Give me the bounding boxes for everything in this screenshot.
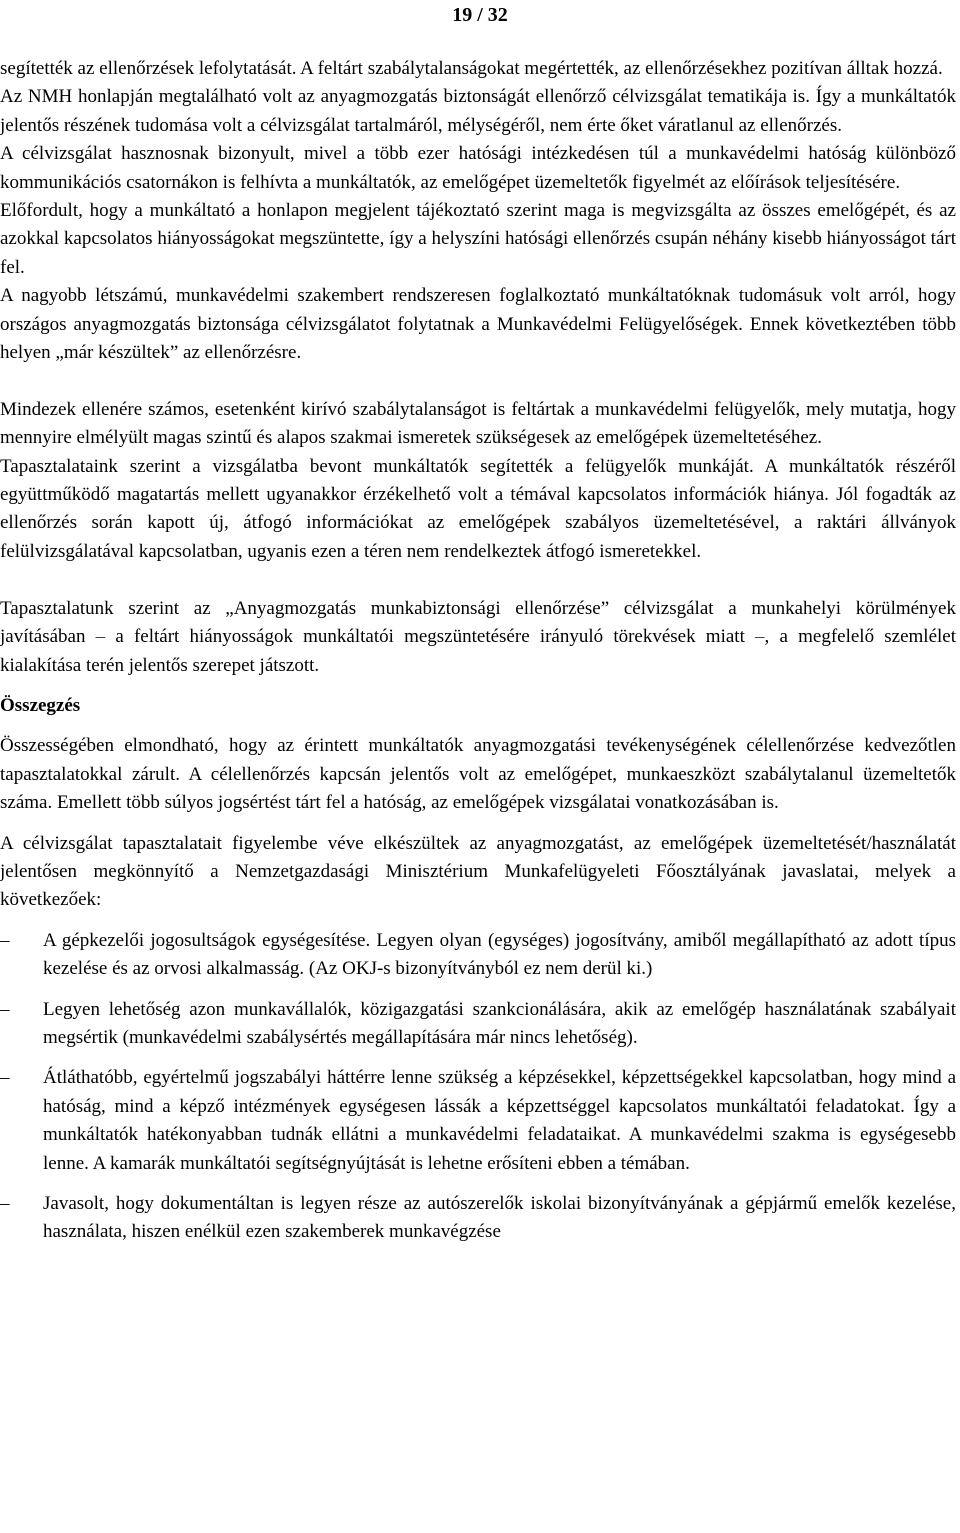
paragraph-8-part-3: , a megfelelő szemlélet kialakítása terén jelentős szerepet játszott. (0, 626, 956, 676)
paragraph-4: Előfordult, hogy a munkáltató a honlapon megjelent tájékoztató szerint maga is megvizsgálta az összes emelőgépét, és az azokkal kapcsolatos hiányosságokat megszüntette, így a helyszíni hatósági ellenőrzés csupán néhány kisebb hiányosságot tárt fel. (0, 200, 956, 278)
dash-bullet-icon: – (0, 1067, 10, 1089)
document-body (0, 55, 956, 1247)
paragraph-6: Mindezek ellenére számos, esetenként kirívó szabálytalanságot is feltártak a munkavédelmi felügyelők, mely mutatja, hogy mennyire elmélyült magas szintű és alapos szakmai ismeretek szükségesek az emelőgépek üzemeltetéséhez. (0, 398, 956, 449)
list-item-text: A gépkezelői jogosultságok egységesítése. Legyen olyan (egységes) jogosítvány, amiből megállapítható az adott típus kezelése és az orvosi alkalmasság. (Az OKJ-s bizonyítványból ez nem derül ki.) (43, 929, 956, 980)
summary-paragraph-1: Összességében elmondható, hogy az érintett munkáltatók anyagmozgatási tevékenységének célellenőrzése kedvezőtlen tapasztalatokkal zárult. A célellenőrzés kapcsán jelentős volt az emelőgépet, munkaeszközt szabálytalanul üzemeltetők száma. Emellett több súlyos jogsértést tárt fel a hatóság, az emelőgépek vizsgálatai vonatkozásában is. (0, 735, 956, 814)
page-number: 19 / 32 (452, 4, 508, 26)
list-item (0, 927, 956, 984)
red-dash-1: – (95, 626, 106, 648)
paragraph-5: A nagyobb létszámú, munkavédelmi szakembert rendszeresen foglalkoztató munkáltatóknak tudomásuk volt arról, hogy országos anyagmozgatás biztonsága célvizsgálatot folytatnak a Munkavédelmi Felügyelőségek. Ennek következtében több helyen „már készültek” az ellenőrzésre. (0, 285, 956, 364)
list-item-text: Javasolt, hogy dokumentáltan is legyen része az autószerelők iskolai bizonyítványának a gépjármű emelők kezelése, használata, hiszen enélkül ezen szakemberek munkavégzése (43, 1193, 956, 1243)
list-item (0, 1064, 956, 1178)
paragraph-2: Az NMH honlapján megtalálható volt az anyagmozgatás biztonságát ellenőrző célvizsgálat tematikája is. Így a munkáltatók jelentős részének tudomása volt a célvizsgálat tartalmáról, mélységéről, nem érte őket váratlanul az ellenőrzés. (0, 86, 956, 136)
dash-bullet-icon: – (0, 929, 10, 951)
paragraph-8-part-2: a feltárt hiányosságok munkáltatói megszüntetésére irányuló törekvések miatt (105, 626, 756, 648)
dash-bullet-icon: – (0, 1193, 10, 1214)
paragraph-8-part-1: Tapasztalatunk szerint az „Anyagmozgatás munkabiztonsági ellenőrzése” célvizsgálat a munkahelyi körülmények javításában (0, 597, 956, 648)
paragraph-8 (0, 595, 956, 680)
paragraph-7: Tapasztalataink szerint a vizsgálatba bevont munkáltatók segítették a felügyelők munkáját. A munkáltatók részéről együttműködő magatartás mellett ugyanakkor érzékelhető volt a témával kapcsolatos információk hiánya. Jól fogadták az ellenőrzés során kapott új, átfogó információkat az emelőgépek szabályos üzemeltetésével, a raktári állványok felülvizsgálatával kapcsolatban, ugyanis ezen a téren nem rendelkeztek átfogó ismeretekkel. (0, 455, 956, 562)
summary-heading: Összegzés (0, 694, 81, 716)
dash-bullet-icon: – (0, 998, 10, 1020)
paragraph-3: A célvizsgálat hasznosnak bizonyult, mivel a több ezer hatósági intézkedésen túl a munkavédelmi hatóság különböző kommunikációs csatornákon is felhívta a munkáltatók, az emelőgépet üzemeltetők figyelmét az előírások teljesítésére. (0, 143, 956, 193)
list-item (0, 996, 956, 1053)
summary-paragraph-2: A célvizsgálat tapasztalatait figyelembe véve elkészültek az anyagmozgatást, az emelőgépek üzemeltetését/használatát jelentősen megkönnyítő a Nemzetgazdasági Minisztérium Munkafelügyeleti Főosztályának javaslatai, melyek a következőek: (0, 832, 956, 911)
red-dash-2: – (755, 626, 765, 648)
list-item (0, 1190, 956, 1247)
proposal-list (0, 927, 956, 1247)
list-item-text: Legyen lehetőség azon munkavállalók, közigazgatási szankcionálására, akik az emelőgép használatának szabályait megsértik (munkavédelmi szabálysértés megállapítására már nincs lehetőség). (43, 998, 956, 1048)
list-item-text: Átláthatóbb, egyértelmű jogszabályi háttérre lenne szükség a képzésekkel, képzettségekkel kapcsolatban, hogy mind a hatóság, mind a képző intézmények egységesen lássák a képzettséggel kapcsolatos munkáltatói feladatokat. Így a munkáltatók hatékonyabban tudnák ellátni a munkavédelmi feladataikat. A munkavédelmi szakma is egységesebb lenne. A kamarák munkáltatói segítségnyújtását is lehetne erősíteni ebben a témában. (43, 1067, 956, 1174)
paragraph-1: segítették az ellenőrzések lefolytatását. A feltárt szabálytalanságokat megértették, az ellenőrzésekhez pozitívan álltak hozzá. (0, 58, 943, 79)
